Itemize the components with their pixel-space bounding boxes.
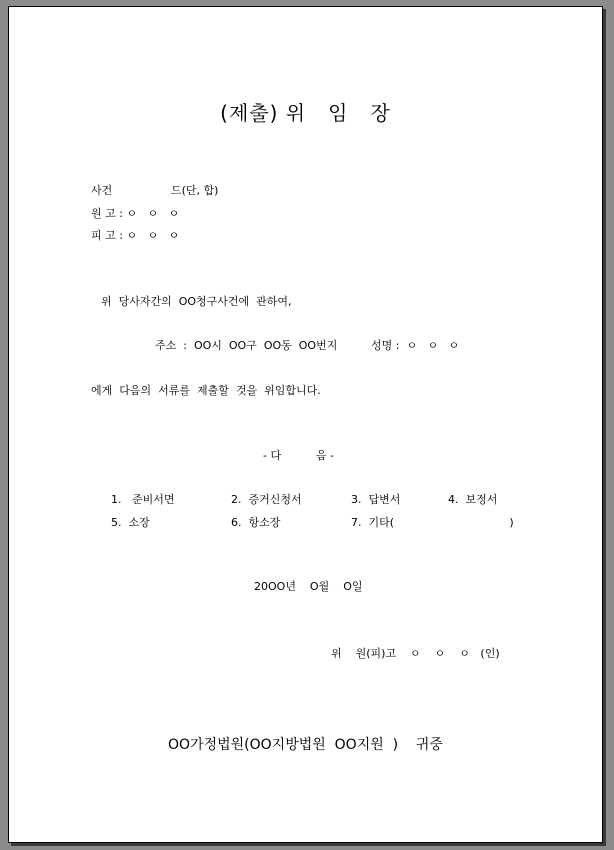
court-addressee: OO가정법원(OO지방법원 OO지원 ) 귀중 [168,737,443,753]
list-item: 1. 준비서면 [111,493,175,506]
case-value: 드(단, 합) [171,184,219,197]
case-label: 사건 [91,184,113,197]
address-text: 주소 : OO시 OO구 OO동 OO번지 [155,339,338,352]
document-page [8,6,603,843]
document-title: (제출) 위 임 장 [220,101,391,125]
following-heading: - 다 음 - [263,449,335,462]
list-item: 5. 소장 [111,516,150,529]
list-item: 7. 기타( ) [351,516,514,529]
delegation-text: 에게 다음의 서류를 제출할 것을 위임합니다. [91,384,321,397]
list-item: 6. 항소장 [231,516,281,529]
list-item: 3. 답변서 [351,493,401,506]
list-item: 4. 보정서 [448,493,498,506]
delegator-signature: 위 원(피)고 ㅇ ㅇ ㅇ (인) [331,647,500,660]
defendant-line: 피 고 : ㅇ ㅇ ㅇ [91,229,180,242]
intro-text: 위 당사자간의 OO청구사건에 관하여, [101,295,292,308]
name-text: 성명 : ㅇ ㅇ ㅇ [371,339,460,352]
list-item: 2. 증거신청서 [231,493,302,506]
date-text: 20OO년 O월 O일 [254,580,363,593]
plaintiff-line: 원 고 : ㅇ ㅇ ㅇ [91,207,180,220]
